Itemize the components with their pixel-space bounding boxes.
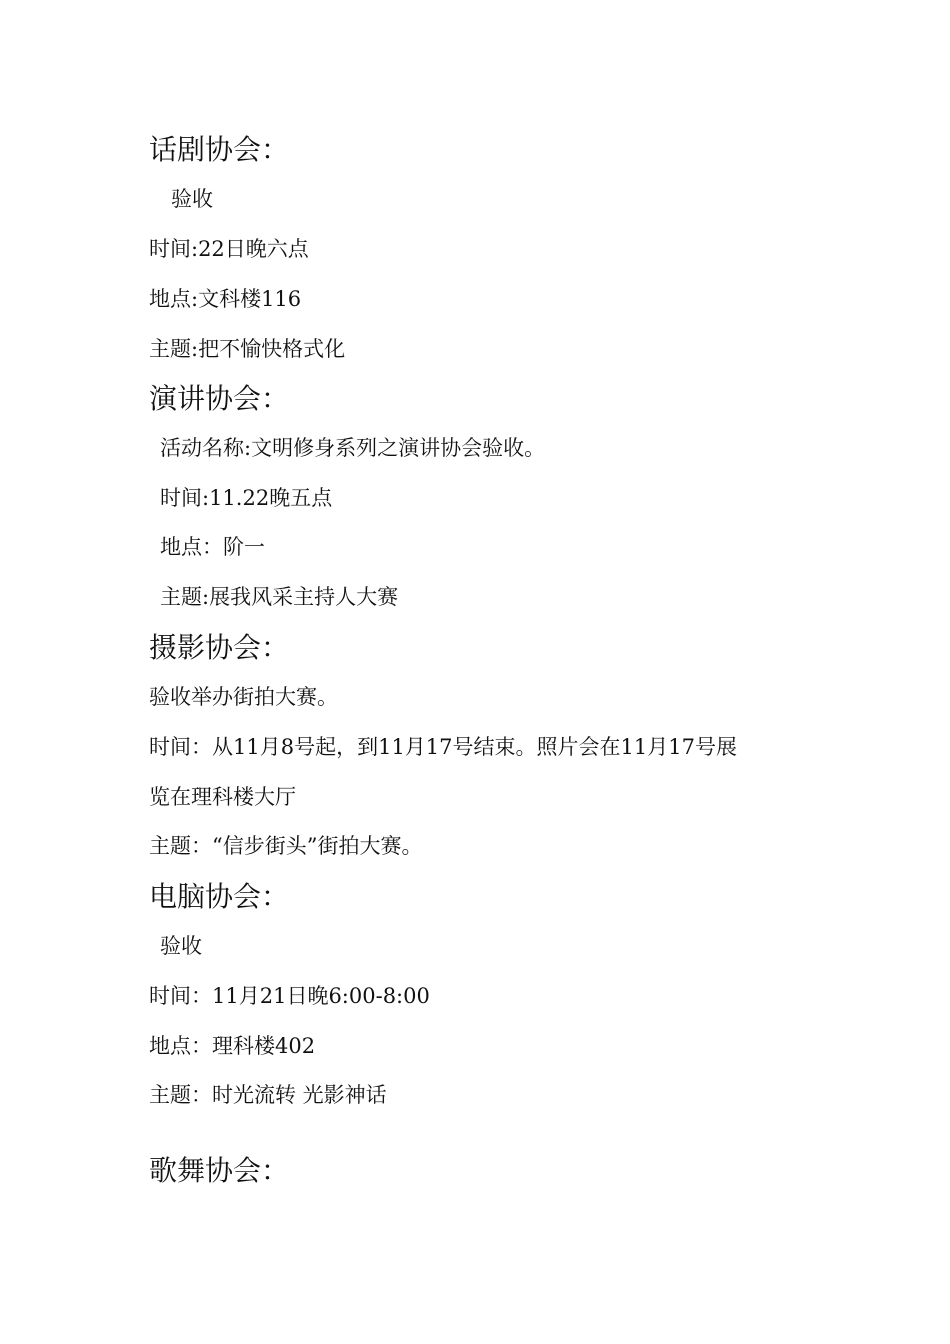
section-computer-club [149,879,849,1107]
section-line: 验收举办街拍大赛。 [149,685,338,709]
section-heading: 演讲协会： [149,382,290,415]
section-line: 地点：理科楼402 [149,1034,316,1058]
section-line: 活动名称:文明修身系列之演讲协会验收。 [160,436,546,460]
section-speech-club [149,381,849,609]
section-line: 主题:展我风采主持人大赛 [160,585,399,609]
section-drama-club [149,132,849,361]
section-line: 验收 [160,934,202,958]
section-heading: 歌舞协会： [149,1154,290,1187]
section-photography-club [149,630,849,858]
section-line: 主题:把不愉快格式化 [149,337,346,361]
section-dance-club [149,1153,849,1189]
section-heading: 摄影协会： [149,631,290,664]
section-line: 地点:文科楼116 [149,287,302,311]
section-line: 地点：阶一 [160,535,265,559]
section-line: 主题：时光流转 光影神话 [149,1083,387,1107]
section-line: 览在理科楼大厅 [149,785,296,809]
section-line: 时间：从11月8号起，到11月17号结束。照片会在11月17号展 [149,735,737,759]
section-line: 时间:11.22晚五点 [160,486,333,510]
section-heading: 电脑协会： [149,880,290,913]
section-line: 主题：“信步街头”街拍大赛。 [149,834,423,858]
section-line: 时间:22日晚六点 [149,237,309,261]
section-heading: 话剧协会： [149,133,290,166]
section-line: 时间：11月21日晚6:00-8:00 [149,984,430,1008]
section-line: 验收 [171,187,213,211]
